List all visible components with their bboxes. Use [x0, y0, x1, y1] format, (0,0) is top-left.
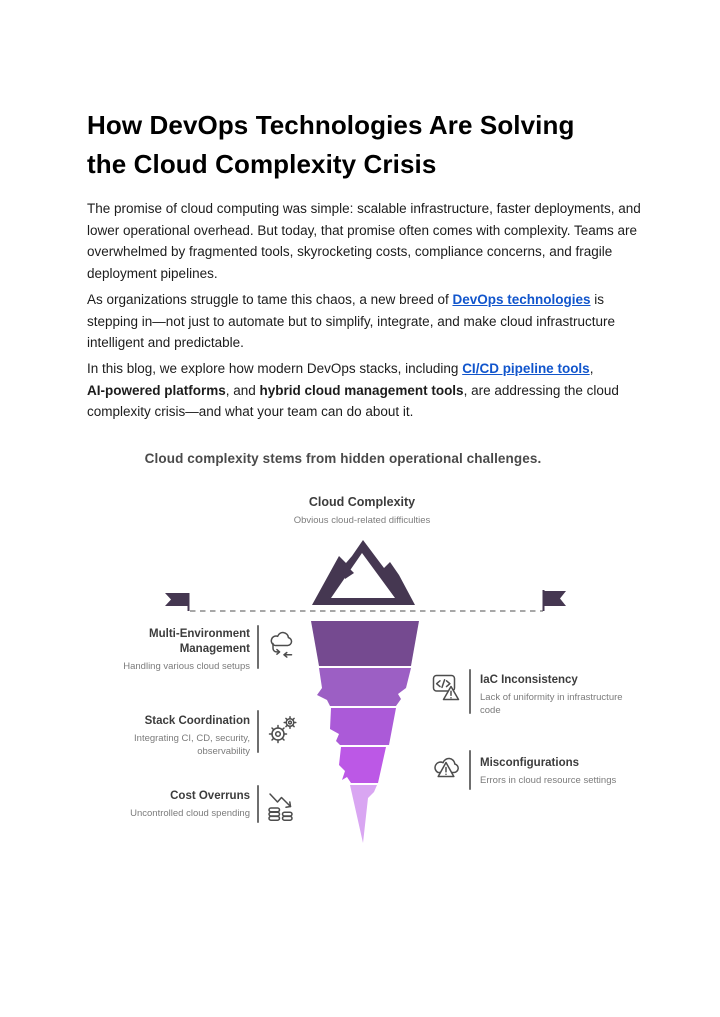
article: [87, 0, 647, 423]
gears-icon: [265, 712, 299, 746]
cost-decline-icon: [265, 787, 299, 821]
text-line: [87, 401, 647, 423]
summit-subtitle: Obvious cloud-related difficulties: [293, 515, 431, 526]
challenge-item: [429, 669, 656, 717]
divider: [469, 669, 471, 714]
text-span: The promise of cloud computing was simple: scalable infrastructure, faster deployments, and: [87, 201, 641, 216]
challenge-title: IaC Inconsistency: [480, 674, 578, 686]
challenge-item: [429, 750, 656, 790]
text-span: is: [590, 291, 605, 307]
text-span: , are addressing the cloud: [463, 382, 619, 398]
challenge-item: [55, 785, 299, 823]
cloud-sync-icon: [265, 629, 299, 663]
text-line: [87, 380, 647, 402]
text-span: deployment pipelines.: [87, 266, 218, 282]
infographic: [0, 447, 720, 877]
funnel-segment: [330, 708, 396, 745]
article-body: [87, 198, 647, 423]
text-span: , and: [225, 382, 260, 398]
text-line: [87, 311, 647, 333]
inline-link[interactable]: DevOps technologies: [452, 291, 591, 307]
infographic-heading: Cloud complexity stems from hidden operational challenges.: [144, 451, 542, 466]
divider: [257, 625, 259, 669]
paragraph: [87, 358, 647, 423]
challenge-title: Misconfigurations: [480, 757, 580, 769]
summit-title: Cloud Complexity: [308, 495, 416, 509]
iac-code-warning-icon: [429, 669, 463, 703]
left-flag-icon: [165, 593, 189, 611]
text-line: [87, 289, 647, 311]
text-span: complexity crisis—and what your team can do about it.: [87, 404, 414, 420]
challenge-title: Cost Overruns: [170, 790, 250, 802]
funnel-segment: [339, 747, 386, 783]
divider: [257, 785, 259, 823]
challenge-item: [55, 625, 299, 673]
page-title-line: How DevOps Technologies Are Solving: [87, 110, 575, 140]
text-span: overwhelmed by fragmented tools, skyrocketing costs, compliance concerns, and fragile: [87, 244, 613, 260]
text-line: [87, 198, 647, 220]
text-span: ,: [589, 360, 594, 376]
challenge-subtitle: Uncontrolled cloud spending: [130, 808, 250, 819]
challenge-title: Stack Coordination: [144, 715, 250, 727]
challenge-subtitle: Handling various cloud setups: [123, 661, 250, 672]
text-span: lower operational overhead. But today, that promise often comes with complexity. Teams are: [87, 222, 638, 238]
paragraph: [87, 289, 647, 354]
bold-text: AI-powered platforms: [87, 382, 226, 398]
challenge-subtitle: Integrating CI, CD, security, observability: [134, 733, 250, 757]
right-flag-icon: [544, 590, 567, 611]
cloud-warning-icon: [429, 750, 463, 784]
text-line: [87, 241, 647, 263]
divider: [257, 710, 259, 753]
funnel-segment: [317, 668, 411, 706]
paragraph: [87, 198, 647, 285]
text-span: In this blog, we explore how modern DevOps stacks, including: [87, 360, 463, 376]
funnel-segment: [350, 785, 377, 843]
challenge-subtitle: Errors in cloud resource settings: [480, 775, 617, 786]
text-line: [87, 358, 647, 380]
text-span: intelligent and predictable.: [87, 335, 244, 351]
text-span: As organizations struggle to tame this chaos, a new breed of: [87, 291, 453, 307]
challenge-title: Multi-Environment Management: [149, 628, 250, 655]
text-span: stepping in—not just to automate but to simplify, integrate, and make cloud infrastructure: [87, 313, 616, 329]
text-line: [87, 220, 647, 242]
text-line: [87, 263, 647, 285]
challenge-item: [55, 710, 299, 758]
challenge-subtitle: Lack of uniformity in infrastructure code: [480, 692, 623, 716]
bold-text: hybrid cloud management tools: [259, 382, 464, 398]
funnel-segment: [311, 621, 419, 666]
page-title: [87, 106, 647, 184]
page-title-line: the Cloud Complexity Crisis: [87, 149, 437, 179]
inline-link[interactable]: CI/CD pipeline tools: [462, 360, 590, 376]
text-line: [87, 332, 647, 354]
divider: [469, 750, 471, 790]
